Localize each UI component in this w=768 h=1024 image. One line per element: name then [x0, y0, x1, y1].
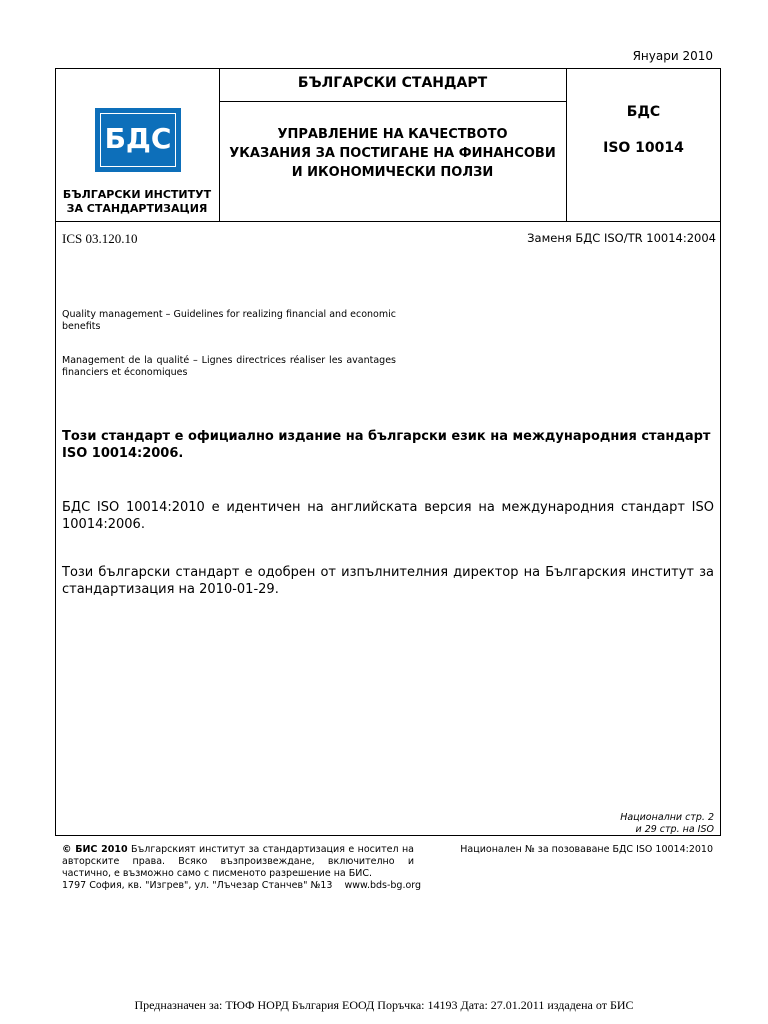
national-reference-number: Национален № за позоваване БДС ISO 10014:2010	[460, 844, 713, 855]
issue-date: Януари 2010	[632, 49, 713, 63]
ics-code: ICS 03.120.10	[62, 231, 138, 246]
approval-statement: Този български стандарт е одобрен от изпълнителния директор на Българския институт за стандартизация на 2010-01-29.	[62, 565, 714, 597]
bds-logo	[95, 108, 181, 172]
header-title-divider	[220, 101, 566, 102]
standard-title: УПРАВЛЕНИЕ НА КАЧЕСТВОТО УКАЗАНИЯ ЗА ПОСТИГАНЕ НА ФИНАНСОВИ И ИКОНОМИЧЕСКИ ПОЛЗИ	[229, 127, 556, 180]
national-pages: Национални стр. 2 и 29 стр. на ISO	[620, 812, 714, 835]
page-footer: Предназначен за: ТЮФ НОРД България ЕООД Поръчка: 14193 Дата: 27.01.2011 издадена от БИС	[134, 998, 634, 1012]
institute-name: БЪЛГАРСКИ ИНСТИТУТ ЗА СТАНДАРТИЗАЦИЯ	[62, 188, 212, 215]
english-title: Quality management – Guidelines for realizing financial and economic benefits	[62, 309, 396, 332]
official-statement: Този стандарт е официално издание на български език на международния стандарт ISO 10014:2006.	[62, 429, 711, 461]
french-title: Management de la qualité – Lignes directrices réaliser les avantages financiers et économiques	[62, 355, 396, 378]
replaces-standard: Заменя БДС ISO/TR 10014:2004	[527, 231, 716, 245]
identical-statement: БДС ISO 10014:2010 е идентичен на английската версия на международния стандарт ISO 10014:2006.	[62, 500, 714, 532]
copyright-notice: © БИС 2010 Българският институт за стандартизация е носител на авторските права. Всяко възпроизвеждане, включително и частично, е възможно само с писменото разрешение на БИС. 1797 София, кв. "Изгрев", ул. "Лъчезар Станчев" №13 www.bds-bg.org	[62, 844, 422, 891]
standard-prefix: БДС	[626, 104, 661, 120]
standard-number: ISO 10014	[603, 140, 684, 156]
standard-type-title: БЪЛГАРСКИ СТАНДАРТ	[297, 75, 488, 91]
copyright-mark: © БИС 2010	[62, 844, 128, 855]
bds-logo-text: БДС	[100, 113, 176, 167]
institute-address: 1797 София, кв. "Изгрев", ул. "Лъчезар Станчев" №13 www.bds-bg.org	[62, 880, 422, 891]
